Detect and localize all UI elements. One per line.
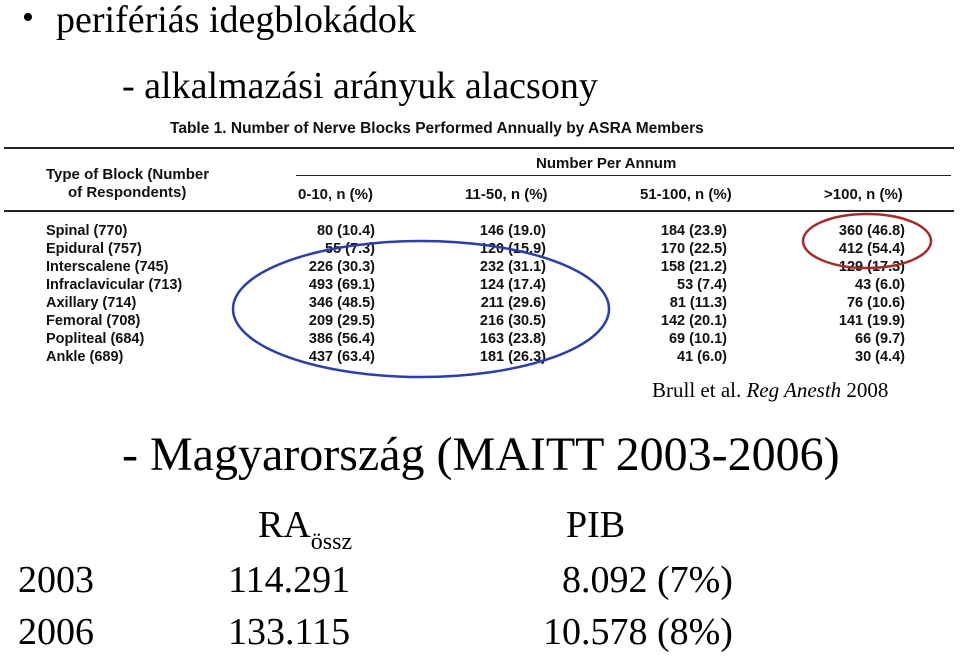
table-cell: 412 (54.4)	[838, 241, 905, 257]
table-row-label: Axillary (714)	[46, 295, 137, 311]
table-cell: 129 (17.3)	[838, 259, 905, 275]
table-row-label: Infraclavicular (713)	[46, 277, 183, 293]
table-cell: 142 (20.1)	[660, 313, 727, 329]
table-row-label: Interscalene (745)	[46, 259, 169, 275]
table-cell: 53 (7.4)	[677, 277, 727, 293]
column-header: 51-100, n (%)	[640, 186, 732, 203]
table-row-label: Femoral (708)	[46, 313, 141, 329]
table-cell: 146 (19.0)	[479, 223, 546, 239]
column-ra-header	[258, 503, 352, 556]
table-cell: 181 (26.3)	[479, 349, 546, 365]
ra-label: RA	[258, 504, 311, 546]
table-cell: 76 (10.6)	[846, 295, 905, 311]
group-header: Number Per Annum	[536, 155, 677, 172]
table-cell: 211 (29.6)	[480, 295, 546, 311]
table-cell: 120 (15.9)	[479, 241, 546, 257]
table-cell: 216 (30.5)	[479, 313, 546, 329]
table-row-label: Popliteal (684)	[46, 331, 145, 347]
column-header: 0-10, n (%)	[298, 186, 374, 203]
citation-authors: Brull et al.	[652, 378, 742, 402]
stat-ra-value: 114.291	[228, 559, 351, 601]
blue-highlight-ellipse	[233, 241, 609, 377]
slide-title: perifériás idegblokádok	[56, 0, 416, 41]
table-cell: 170 (22.5)	[660, 241, 727, 257]
table-cell: 209 (29.5)	[308, 313, 375, 329]
table-cell: 184 (23.9)	[660, 223, 727, 239]
table-row-label: Spinal (770)	[46, 223, 128, 239]
table-cell: 80 (10.4)	[316, 223, 375, 239]
table-cell: 41 (6.0)	[677, 349, 727, 365]
table-cell: 437 (63.4)	[308, 349, 375, 365]
column-header: 11-50, n (%)	[465, 186, 548, 203]
table-row-label: Ankle (689)	[46, 349, 124, 365]
table-cell: 43 (6.0)	[855, 277, 905, 293]
stat-pib-value: 8.092 (7%)	[562, 559, 733, 601]
table-cell: 163 (23.8)	[479, 331, 546, 347]
slide-subtitle: - alkalmazási arányuk alacsony	[122, 65, 598, 107]
table-row-label: Epidural (757)	[46, 241, 142, 257]
table-cell: 386 (56.4)	[308, 331, 375, 347]
table-cell: 158 (21.2)	[660, 259, 727, 275]
bullet-marker: •	[22, 0, 34, 36]
table-cell: 141 (19.9)	[838, 313, 905, 329]
table-cell: 346 (48.5)	[308, 295, 375, 311]
stat-ra-value: 133.115	[228, 611, 351, 653]
row-header-line1: Type of Block (Number	[46, 166, 210, 183]
stat-pib-value: 10.578 (8%)	[543, 611, 733, 653]
citation-year: 2008	[846, 378, 889, 402]
table-cell: 69 (10.1)	[668, 331, 727, 347]
table-caption: Table 1. Number of Nerve Blocks Performed Annually by ASRA Members	[170, 120, 704, 137]
table-cell: 226 (30.3)	[308, 259, 375, 275]
table-cell: 81 (11.3)	[669, 295, 727, 311]
table-cell: 66 (9.7)	[855, 331, 905, 347]
row-header-line2: of Respondents)	[68, 184, 187, 201]
column-header: >100, n (%)	[824, 186, 903, 203]
citation-journal: Reg Anesth	[746, 378, 842, 402]
citation	[652, 378, 888, 403]
ra-subscript: össz	[310, 529, 353, 555]
stat-year: 2006	[18, 611, 94, 653]
table-cell: 232 (31.1)	[479, 259, 546, 275]
table-cell: 30 (4.4)	[855, 349, 905, 365]
table-cell: 124 (17.4)	[479, 277, 546, 293]
table-cell: 360 (46.8)	[838, 223, 905, 239]
red-highlight-ellipse	[803, 214, 931, 268]
table-cell: 55 (7.3)	[325, 241, 375, 257]
hungary-heading: - Magyarország (MAITT 2003-2006)	[122, 428, 840, 481]
table-cell: 493 (69.1)	[308, 277, 375, 293]
column-pib-header: PIB	[566, 504, 626, 546]
stat-year: 2003	[18, 559, 94, 601]
